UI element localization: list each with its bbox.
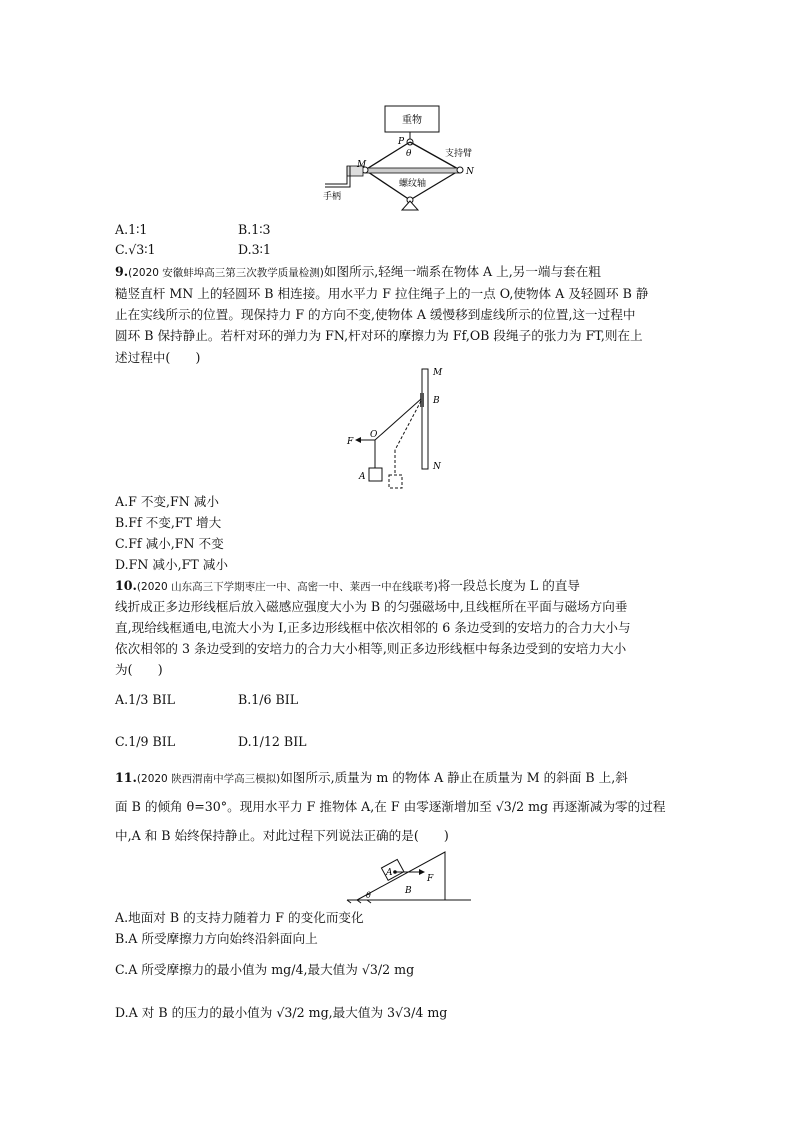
q9-stem-line-2: 糙竖直杆 MN 上的轻圆环 B 相连接。用水平力 F 拉住绳子上的一点 O,使物体 A 及轻圆环 B 静 <box>115 286 649 301</box>
q10-stem-line-5: 为( ) <box>115 662 163 677</box>
q9-stem-line-4: 圆环 B 保持静止。若杆对环的弹力为 FN,杆对环的摩擦力为 Ff,OB 段绳子的张力为 FT,则在上 <box>115 328 643 343</box>
fig1-M: M <box>357 160 367 170</box>
q10-option-c: C.1/9 BIL <box>115 734 176 749</box>
q9-figure <box>345 365 455 490</box>
q9-stem-line-1: 9.(2020 安徽蚌埠高三第三次教学质量检测)如图所示,轻绳一端系在物体 A 上,另一端与套在粗 <box>115 264 601 279</box>
fig1-P: P <box>398 137 405 147</box>
q11-source: (2020 陕西渭南中学高三模拟) <box>136 773 281 785</box>
q11-option-b: B.A 所受摩擦力方向始终沿斜面向上 <box>115 931 318 946</box>
q9-number: 9. <box>115 264 129 279</box>
q8-option-c: C.√3∶1 <box>115 242 156 257</box>
q11-fig-F: F <box>427 874 434 884</box>
q10-stem-line-4: 依次相邻的 3 条边受到的安培力的合力大小相等,则正多边形线框中每条边受到的安培力大小 <box>115 641 627 656</box>
fig1-theta: θ <box>406 149 412 159</box>
q9-option-b: B.Ff 不变,FT 增大 <box>115 515 222 530</box>
q9-option-c: C.Ff 减小,FN 不变 <box>115 536 224 551</box>
q9-fig-F: F <box>347 437 354 447</box>
scissor-jack-figure <box>315 104 515 214</box>
q8-option-b: B.1∶3 <box>238 222 271 237</box>
q11-option-c: C.A 所受摩擦力的最小值为 mg/4,最大值为 √3/2 mg <box>115 962 415 977</box>
q11-number: 11. <box>115 770 137 785</box>
q10-stem-line-2: 线折成正多边形线框后放入磁感应强度大小为 B 的匀强磁场中,且线框所在平面与磁场方向垂 <box>115 599 628 614</box>
q8-option-a: A.1∶1 <box>115 222 148 237</box>
q8-option-d: D.3∶1 <box>238 242 271 257</box>
fig1-N: N <box>466 167 474 177</box>
fig1-arm: 支持臂 <box>445 149 473 159</box>
q9-fig-B: B <box>433 396 440 406</box>
fig1-screw: 螺纹轴 <box>399 179 427 189</box>
q11-option-a: A.地面对 B 的支持力随着力 F 的变化而变化 <box>115 910 364 925</box>
q10-source: (2020 山东高三下学期枣庄一中、高密一中、莱西一中在线联考) <box>136 581 438 593</box>
q10-option-a: A.1/3 BIL <box>115 692 175 707</box>
q9-stem-line-5: 述过程中( ) <box>115 350 201 365</box>
fig1-heavy: 重物 <box>402 115 422 126</box>
q11-stem-line-3: 中,A 和 B 始终保持静止。对此过程下列说法正确的是( ) <box>115 828 449 843</box>
q9-stem-line-3: 止在实线所示的位置。现保持力 F 的方向不变,使物体 A 缓慢移到虚线所示的位置,这一过程中 <box>115 307 636 322</box>
q9-fig-O: O <box>370 430 378 440</box>
q9-fig-N: N <box>433 462 441 472</box>
fig1-handle: 手柄 <box>323 192 342 202</box>
q11-fig-theta: θ <box>366 891 371 900</box>
q10-option-b: B.1/6 BIL <box>238 692 299 707</box>
q11-option-d: D.A 对 B 的压力的最小值为 √3/2 mg,最大值为 3√3/4 mg <box>115 1005 448 1020</box>
q9-source: (2020 安徽蚌埠高三第三次教学质量检测) <box>128 267 324 279</box>
q11-fig-A: A <box>386 868 393 878</box>
q11-figure <box>345 848 475 904</box>
q11-fig-B: B <box>405 886 412 896</box>
q9-fig-M: M <box>433 368 443 378</box>
q9-fig-A: A <box>359 472 366 482</box>
q11-stem-line-1: 11.(2020 陕西渭南中学高三模拟)如图所示,质量为 m 的物体 A 静止在质量为 M 的斜面 B 上,斜 <box>115 770 628 785</box>
q9-option-d: D.FN 减小,FT 减小 <box>115 557 228 572</box>
q11-stem-line-2: 面 B 的倾角 θ=30°。现用水平力 F 推物体 A,在 F 由零逐渐增加至 √3/2 mg 再逐渐减为零的过程 <box>115 799 666 814</box>
q10-number: 10. <box>115 578 137 593</box>
q10-option-d: D.1/12 BIL <box>238 734 307 749</box>
q9-option-a: A.F 不变,FN 减小 <box>115 494 219 509</box>
q10-stem-line-1: 10.(2020 山东高三下学期枣庄一中、高密一中、莱西一中在线联考)将一段总长度为 L 的直导 <box>115 578 580 593</box>
q10-stem-line-3: 直,现给线框通电,电流大小为 I,正多边形线框中依次相邻的 6 条边受到的安培力的合力大小与 <box>115 620 631 635</box>
